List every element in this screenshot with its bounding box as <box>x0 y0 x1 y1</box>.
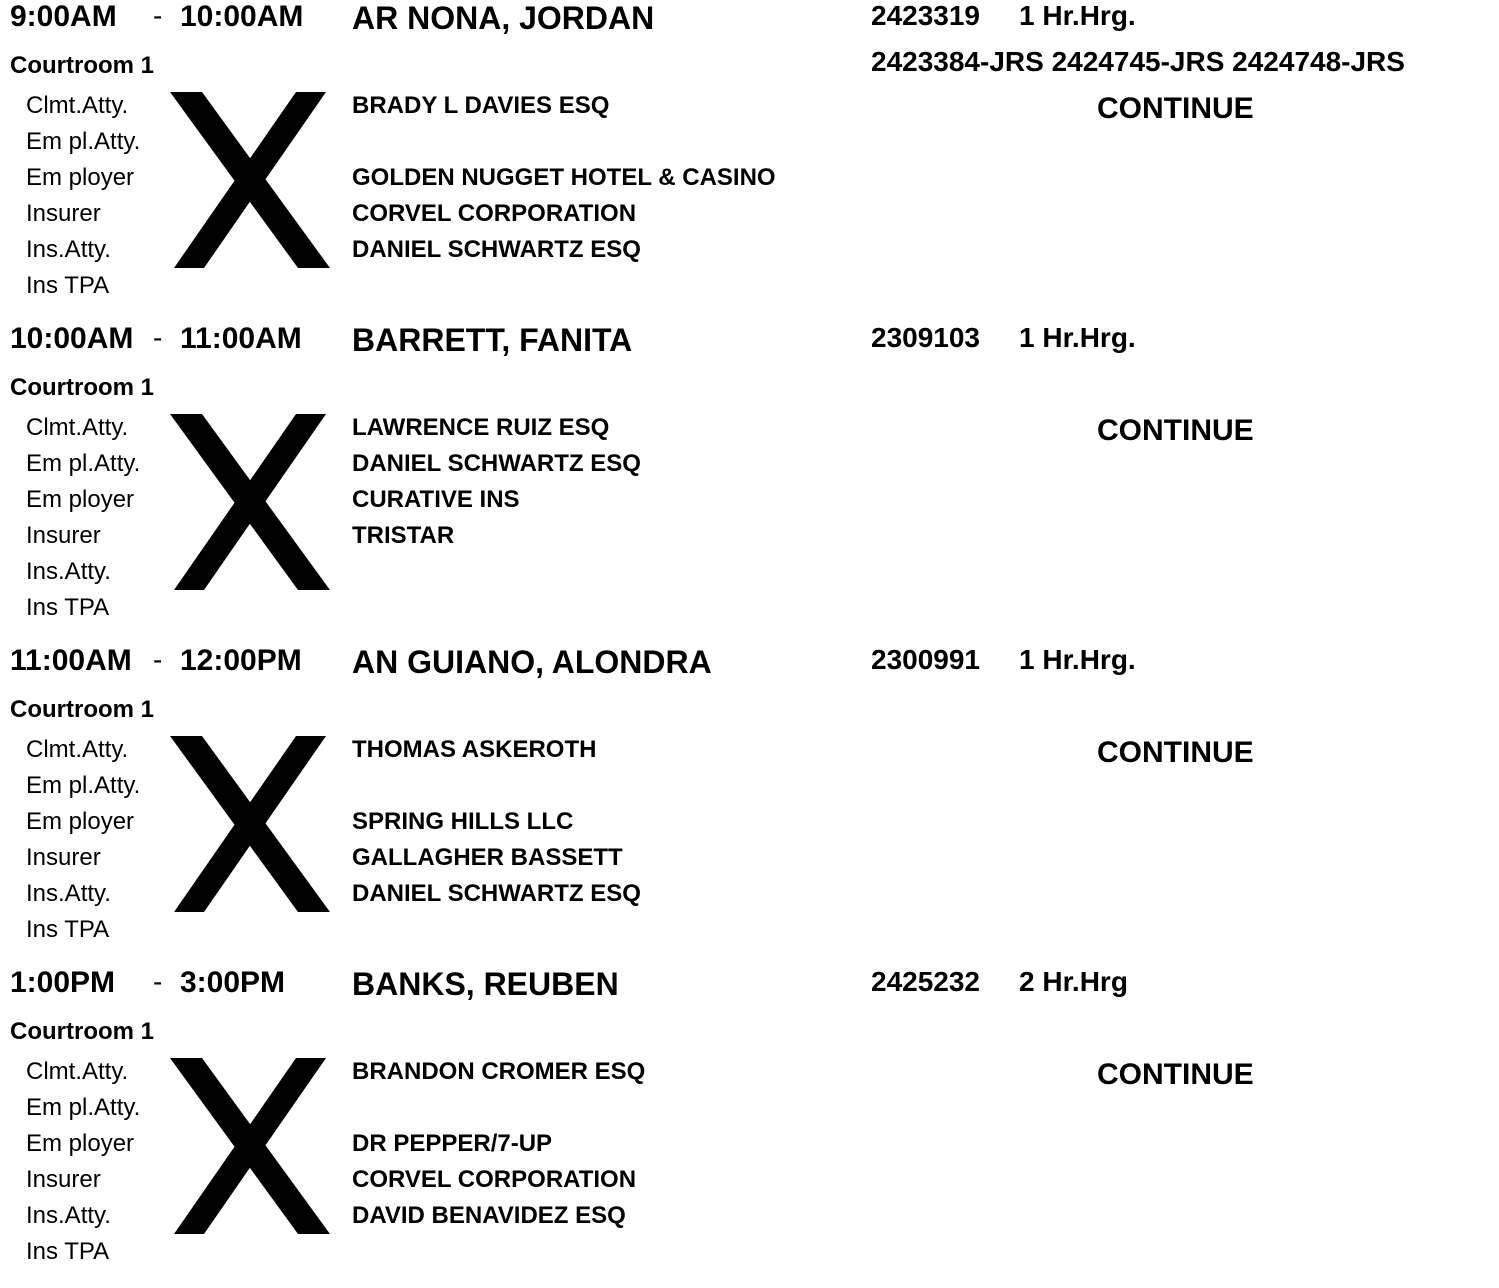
role-label-employer: Em ployer <box>26 1130 135 1157</box>
hearing-duration: 1 Hr.Hrg. <box>1019 644 1136 675</box>
case-number: 2309103 <box>871 322 981 353</box>
time-separator: - <box>153 0 163 31</box>
end-time: 10:00AM <box>180 0 304 33</box>
courtroom: Courtroom 1 <box>10 696 154 723</box>
status-label: CONTINUE <box>1097 1058 1254 1091</box>
role-label-insurer: Insurer <box>26 1166 101 1193</box>
start-time: 1:00PM <box>10 966 116 999</box>
hearing-entry <box>0 966 1499 1288</box>
role-label-insurer-tpa: Ins TPA <box>26 1238 110 1265</box>
case-number: 2423319 <box>871 0 981 31</box>
role-label-employer-attorney: Em pl.Atty. <box>26 128 141 155</box>
status-label: CONTINUE <box>1097 414 1254 447</box>
hearing-entry <box>0 322 1499 644</box>
party-employer-attorney: DANIEL SCHWARTZ ESQ <box>352 450 641 477</box>
party-insurer: GALLAGHER BASSETT <box>352 844 623 871</box>
x-mark-icon <box>170 92 332 268</box>
party-claimant-attorney: BRANDON CROMER ESQ <box>352 1058 646 1085</box>
claimant-name: BARRETT, FANITA <box>352 322 633 358</box>
start-time: 10:00AM <box>10 322 134 355</box>
claimant-name: BANKS, REUBEN <box>352 966 619 1002</box>
role-label-claimant-attorney: Clmt.Atty. <box>26 414 129 441</box>
hearing-entry <box>0 0 1499 322</box>
party-employer: CURATIVE INS <box>352 486 520 513</box>
party-insurer-attorney: DANIEL SCHWARTZ ESQ <box>352 236 641 263</box>
role-label-employer: Em ployer <box>26 808 135 835</box>
role-label-insurer-tpa: Ins TPA <box>26 272 110 299</box>
role-label-insurer-attorney: Ins.Atty. <box>26 1202 111 1229</box>
related-case-numbers: 2423384-JRS 2424745-JRS 2424748-JRS <box>871 46 1405 77</box>
party-insurer-attorney: DANIEL SCHWARTZ ESQ <box>352 880 641 907</box>
party-claimant-attorney: BRADY L DAVIES ESQ <box>352 92 610 119</box>
party-claimant-attorney: LAWRENCE RUIZ ESQ <box>352 414 610 441</box>
party-employer: GOLDEN NUGGET HOTEL & CASINO <box>352 164 776 191</box>
party-claimant-attorney: THOMAS ASKEROTH <box>352 736 597 763</box>
role-label-employer: Em ployer <box>26 486 135 513</box>
courtroom: Courtroom 1 <box>10 374 154 401</box>
role-label-claimant-attorney: Clmt.Atty. <box>26 736 129 763</box>
party-insurer: CORVEL CORPORATION <box>352 1166 637 1193</box>
role-label-employer: Em ployer <box>26 164 135 191</box>
start-time: 9:00AM <box>10 0 117 33</box>
party-employer: DR PEPPER/7-UP <box>352 1130 553 1157</box>
hearing-duration: 2 Hr.Hrg <box>1019 966 1128 997</box>
role-label-employer-attorney: Em pl.Atty. <box>26 450 141 477</box>
role-label-claimant-attorney: Clmt.Atty. <box>26 92 129 119</box>
party-insurer: CORVEL CORPORATION <box>352 200 637 227</box>
end-time: 11:00AM <box>180 322 302 355</box>
x-mark-icon <box>170 414 332 590</box>
hearing-duration: 1 Hr.Hrg. <box>1019 322 1136 353</box>
time-separator: - <box>153 322 163 353</box>
status-label: CONTINUE <box>1097 92 1254 125</box>
claimant-name: AN GUIANO, ALONDRA <box>352 644 712 680</box>
role-label-insurer-tpa: Ins TPA <box>26 916 110 943</box>
role-label-employer-attorney: Em pl.Atty. <box>26 772 141 799</box>
role-label-insurer: Insurer <box>26 522 101 549</box>
role-label-insurer-attorney: Ins.Atty. <box>26 558 111 585</box>
role-label-insurer: Insurer <box>26 844 101 871</box>
end-time: 3:00PM <box>180 966 286 999</box>
status-label: CONTINUE <box>1097 736 1254 769</box>
time-separator: - <box>153 644 163 675</box>
role-label-insurer: Insurer <box>26 200 101 227</box>
courtroom: Courtroom 1 <box>10 52 154 79</box>
x-mark-icon <box>170 736 332 912</box>
role-label-insurer-attorney: Ins.Atty. <box>26 236 111 263</box>
x-mark-icon <box>170 1058 332 1234</box>
party-employer: SPRING HILLS LLC <box>352 808 574 835</box>
courtroom: Courtroom 1 <box>10 1018 154 1045</box>
hearing-entry <box>0 644 1499 966</box>
start-time: 11:00AM <box>10 644 132 677</box>
role-label-employer-attorney: Em pl.Atty. <box>26 1094 141 1121</box>
hearing-duration: 1 Hr.Hrg. <box>1019 0 1136 31</box>
role-label-claimant-attorney: Clmt.Atty. <box>26 1058 129 1085</box>
case-number: 2300991 <box>871 644 981 675</box>
case-number: 2425232 <box>871 966 981 997</box>
party-insurer-attorney: DAVID BENAVIDEZ ESQ <box>352 1202 626 1229</box>
role-label-insurer-attorney: Ins.Atty. <box>26 880 111 907</box>
role-label-insurer-tpa: Ins TPA <box>26 594 110 621</box>
end-time: 12:00PM <box>180 644 302 677</box>
claimant-name: AR NONA, JORDAN <box>352 0 655 36</box>
party-insurer: TRISTAR <box>352 522 455 549</box>
time-separator: - <box>153 966 163 997</box>
